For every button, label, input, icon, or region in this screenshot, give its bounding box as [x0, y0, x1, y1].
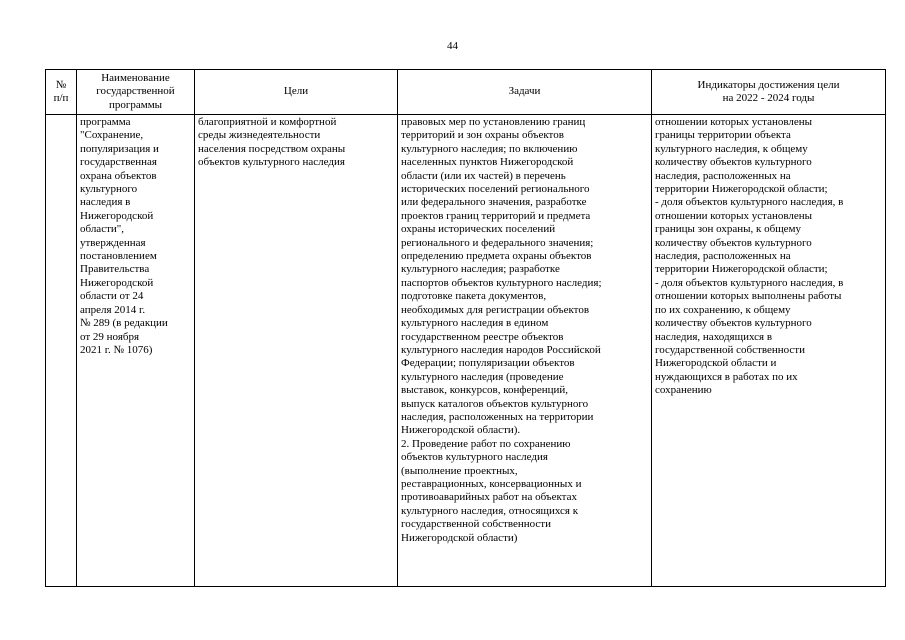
text-line: наследия, расположенных на территории — [401, 410, 594, 423]
text-line: противоаварийных работ на объектах — [401, 491, 577, 504]
text-line: правовых мер по установлению границ — [401, 116, 586, 128]
text-line: отношении которых выполнены работы — [655, 290, 842, 303]
text-line: культурного — [80, 183, 138, 196]
text-line: программы — [108, 98, 163, 111]
table-row — [46, 115, 886, 587]
text-line: программа — [80, 116, 131, 128]
text-line: необходимых для регистрации объектов — [401, 303, 590, 316]
text-line: Наименование — [101, 71, 170, 84]
text-line: п/п — [53, 92, 69, 104]
text-line: - доля объектов культурного наследия, в — [655, 196, 844, 209]
text-line: от 29 ноября — [80, 330, 140, 343]
cell-goals — [195, 115, 398, 587]
text-line: культурного наследия; разработке — [401, 263, 560, 276]
text-line: Нижегородской области и — [655, 357, 777, 370]
text-line: области от 24 — [80, 290, 144, 303]
text-line: среды жизнедеятельности — [198, 129, 321, 142]
header-tasks — [398, 70, 652, 115]
text-line: количеству объектов культурного — [655, 236, 812, 249]
text-line: утвержденная — [80, 236, 146, 249]
table-header-row — [46, 70, 886, 115]
text-line: по их сохранению, к общему — [655, 303, 791, 316]
text-line: культурного наследия; по включению — [401, 142, 578, 155]
text-line: исторических поселений регионального — [401, 183, 590, 196]
header-goals — [195, 70, 398, 115]
text-line: Индикаторы достижения цели — [697, 78, 840, 91]
text-line: наследия, расположенных на — [655, 169, 791, 182]
cell-program-name — [77, 115, 195, 587]
text-line: отношении которых установлены — [655, 116, 813, 128]
text-line: территорий и зон охраны объектов — [401, 129, 564, 142]
text-line: Нижегородской — [80, 276, 154, 289]
text-line: популяризация и — [80, 142, 159, 155]
text-line: государственной — [96, 85, 175, 98]
text-line: области (или их частей) в перечень — [401, 169, 566, 182]
text-line: "Сохранение, — [80, 129, 144, 142]
text-line: наследия в — [80, 196, 131, 209]
text-line: нуждающихся в работах по их — [655, 370, 798, 383]
text-line: № — [55, 78, 67, 91]
text-line: реставрационных, консервационных и — [401, 477, 582, 490]
text-line: регионального и федерального значения; — [401, 236, 594, 249]
text-line: сохранению — [655, 384, 712, 397]
text-line: культурного наследия в едином — [401, 317, 549, 330]
text-line: подготовке пакета документов, — [401, 290, 547, 303]
text-line: области", — [80, 223, 125, 236]
text-line: Цели — [283, 85, 309, 98]
text-line: Правительства — [80, 263, 150, 276]
text-line: благоприятной и комфортной — [198, 116, 337, 128]
text-line: Нижегородской области) — [401, 531, 518, 544]
text-line: на 2022 - 2024 годы — [722, 92, 815, 104]
text-line: или федерального значения, разработке — [401, 196, 587, 209]
text-line: определению предмета охраны объектов — [401, 250, 592, 263]
text-line: наследия, расположенных на — [655, 250, 791, 263]
text-line: культурного наследия, относящихся к — [401, 504, 579, 517]
text-line: населения посредством охраны — [198, 142, 346, 155]
text-line: объектов культурного наследия — [401, 451, 548, 464]
text-line: культурного наследия (проведение — [401, 370, 564, 383]
text-line: государственной собственности — [655, 343, 805, 356]
text-line: Нижегородской — [80, 209, 154, 222]
text-line: количеству объектов культурного — [655, 156, 812, 169]
header-indicators — [652, 70, 886, 115]
text-line: выпуск каталогов объектов культурного — [401, 397, 589, 410]
header-program-name — [77, 70, 195, 115]
text-line: - доля объектов культурного наследия, в — [655, 276, 844, 289]
text-line: Задачи — [508, 85, 541, 98]
text-line: охраны исторических поселений — [401, 223, 556, 236]
text-line: населенных пунктов Нижегородской — [401, 156, 574, 169]
text-line: постановлением — [80, 250, 157, 263]
text-line: границы территории объекта — [655, 129, 791, 142]
text-line: паспортов объектов культурного наследия; — [401, 276, 602, 289]
text-line: государственном реестре объектов — [401, 330, 564, 343]
text-line: объектов культурного наследия — [198, 156, 345, 169]
text-line: количеству объектов культурного — [655, 317, 812, 330]
text-line: границы зон охраны, к общему — [655, 223, 802, 236]
text-line: охрана объектов — [80, 169, 157, 182]
text-line: территории Нижегородской области; — [655, 183, 828, 196]
text-line: апреля 2014 г. — [80, 303, 146, 316]
text-line: (выполнение проектных, — [401, 464, 518, 477]
text-line: выставок, конкурсов, конференций, — [401, 384, 569, 397]
text-line: культурного наследия народов Российской — [401, 343, 601, 356]
page-number: 44 — [447, 40, 458, 52]
text-line: 2021 г. № 1076) — [80, 343, 153, 356]
cell-num — [46, 115, 77, 587]
text-line: 2. Проведение работ по сохранению — [401, 437, 571, 450]
text-line: государственная — [80, 156, 157, 169]
text-line: государственной собственности — [401, 518, 551, 531]
text-line: проектов границ территорий и предмета — [401, 209, 591, 222]
text-line: № 289 (в редакции — [80, 317, 168, 330]
text-line: Федерации; популяризации объектов — [401, 357, 575, 370]
text-line: отношении которых установлены — [655, 209, 813, 222]
cell-indicators — [652, 115, 886, 587]
text-line: культурного наследия, к общему — [655, 142, 808, 155]
cell-tasks — [398, 115, 652, 587]
text-line: Нижегородской области). — [401, 424, 521, 437]
header-num — [46, 70, 77, 115]
text-line: наследия, находящихся в — [655, 330, 773, 343]
text-line: территории Нижегородской области; — [655, 263, 828, 276]
programs-table — [45, 69, 886, 587]
